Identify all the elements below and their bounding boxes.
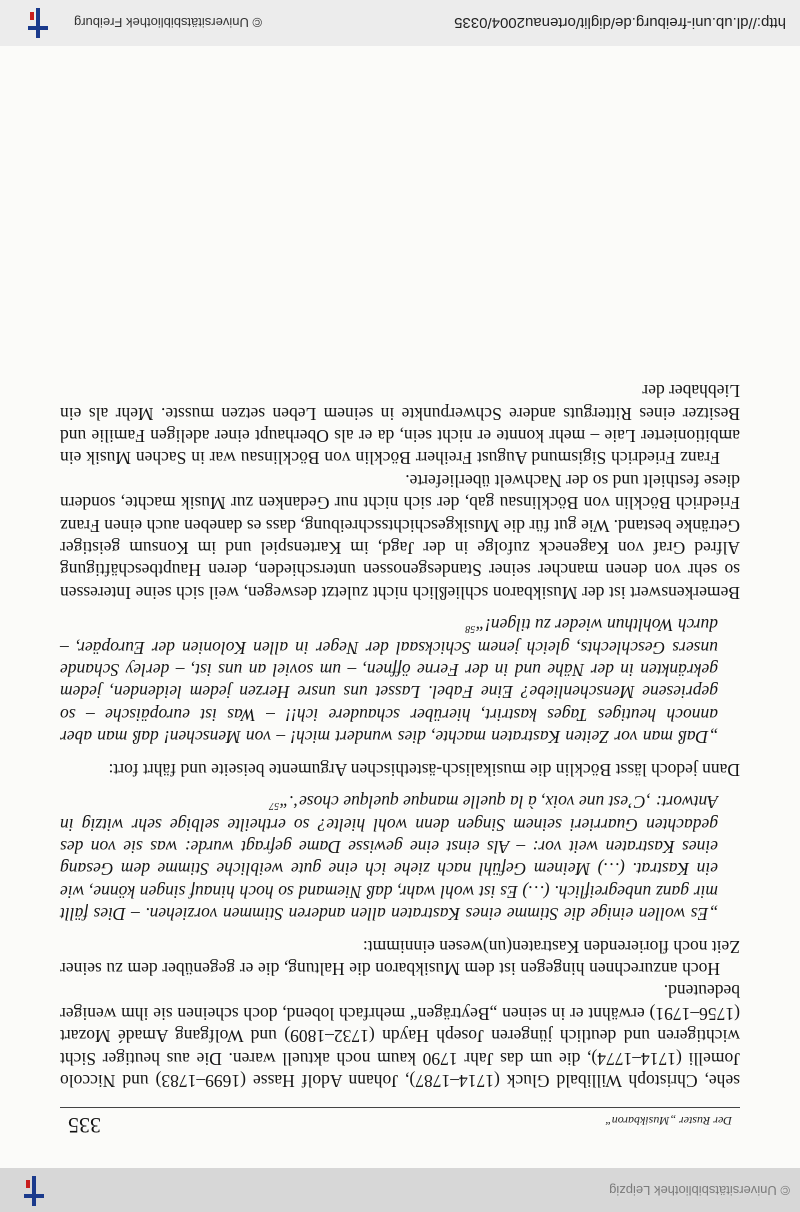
scan-footer (0, 0, 800, 46)
source-url[interactable]: http://dl.ub.uni-freiburg.de/diglit/ortenau2004/0335 (454, 14, 786, 31)
body-text (60, 380, 740, 1092)
library-credit: © Universitätsbibliothek Freiburg (74, 15, 263, 30)
paragraph-3: Dann jedoch lässt Böcklin die musikalisch-ästethischen Argumente beiseite und fährt fort: (108, 759, 740, 780)
footnote-ref-58: 58 (465, 623, 476, 635)
library-credit-top: © Universitätsbibliothek Leipzig (609, 1183, 790, 1198)
running-head: Der Ruster „Musikbaron“ (605, 1114, 732, 1128)
quote-2-text: „Daß man vor Zeiten Kastraten machte, dies wundert mich! – von Menschen! daß man aber annoch heutiges Tages kastrirt, hierüber schaudere ich!! – Was ist europäische – so gepriesene Menschenliebe? Eine Fabel. Lasset uns unsre Herzen jedem leidenden, jedem gekränkten in der Nähe und in der Ferne öffnen, – um soviel an uns ist, – derley Schande unsers Geschlechts, gleich jenem Schicksaal der Neger in allen Kolonien der Europäer, – durch Wohlthun wieder zu tilgen!“ (60, 615, 718, 748)
paragraph-1: sehe, Christoph Willibald Gluck (1714–1787), Johann Adolf Hasse (1699–1783) und Niccolo Jomelli (1714–1774), die um das Jahr 1790 kaum noch aktuell waren. Die aus heutiger Sicht wichtigeren und deutlich jüngeren Joseph Haydn (1732–1809) und Wolfgang Amadé Mozart (1756–1791) erwähnt er in seinen „Beyträgen“ mehrfach lobend, doch scheinen sie ihm weniger bedeutend. (60, 981, 740, 1091)
paragraph-4: Bemerkenswert ist der Musikbaron schließlich nicht zuletzt deswegen, weil sich seine Interessen so sehr von denen mancher seiner Standesgenossen unterschieden, deren Hauptbeschäftigung Alfred Graf von Kageneck zufolge in der Jagd, im Kartenspiel und im Konsum geistiger Getränke bestand. Wie gut für die Musikgeschichtsschreibung, dass es daneben auch einen Franz Friedrich Böcklin von Böcklinsau gab, der sich nicht nur Gedanken zur Musik machte, sondern diese festhielt und so der Nachwelt überlieferte. (60, 470, 740, 603)
page-number: 335 (68, 1113, 101, 1138)
university-logo-icon (28, 8, 48, 38)
scan-top-strip (0, 1168, 800, 1212)
quote-1 (60, 791, 718, 925)
paragraph-2: Hoch anzurechnen hingegen ist dem Musikbaron die Haltung, die er gegenüber dem zu seiner Zeit noch florierenden Kastraten(un)wesen einnimmt: (60, 936, 740, 979)
header-rule (60, 1107, 740, 1108)
paragraph-5: Franz Friedrich Sigismund August Freiherr Böcklin von Böcklinsau war in Sachen Musik ein ambitionierter Laie – mehr konnte er nicht sein, da er als Oberhaupt einer adeligen Familie und Besitzer eines Ritterguts andere Schwerpunkte in seinem Leben setzen musste. Mehr als ein Liebhaber der (60, 381, 740, 469)
quote-1-text: „Es wollen einige die Stimme eines Kastraten allen anderen Stimmen vorziehen. – Dies fällt mir ganz unbegreiflich. (…) Es ist wohl wahr, daß Niemand so hoch hinauf singen könne, wie ein Kastrat. (…) Meinem Gefühl nach ziehe ich eine gute weibliche Stimme dem Gesang eines Kastraten weit vor: – Als einst eine gewisse Dame gefragt wurde: was sie von des gedachten Guarrieri seinem Singen denn wohl hielte? so ertheilte selbige sehr witzig in Antwort: ‚C’est une voix, à la quelle manque quelque chose‘.“ (60, 792, 718, 925)
library-logo-icon (24, 1176, 44, 1206)
quote-2 (60, 614, 718, 748)
footnote-ref-57: 57 (269, 799, 280, 811)
book-page (60, 62, 740, 1152)
